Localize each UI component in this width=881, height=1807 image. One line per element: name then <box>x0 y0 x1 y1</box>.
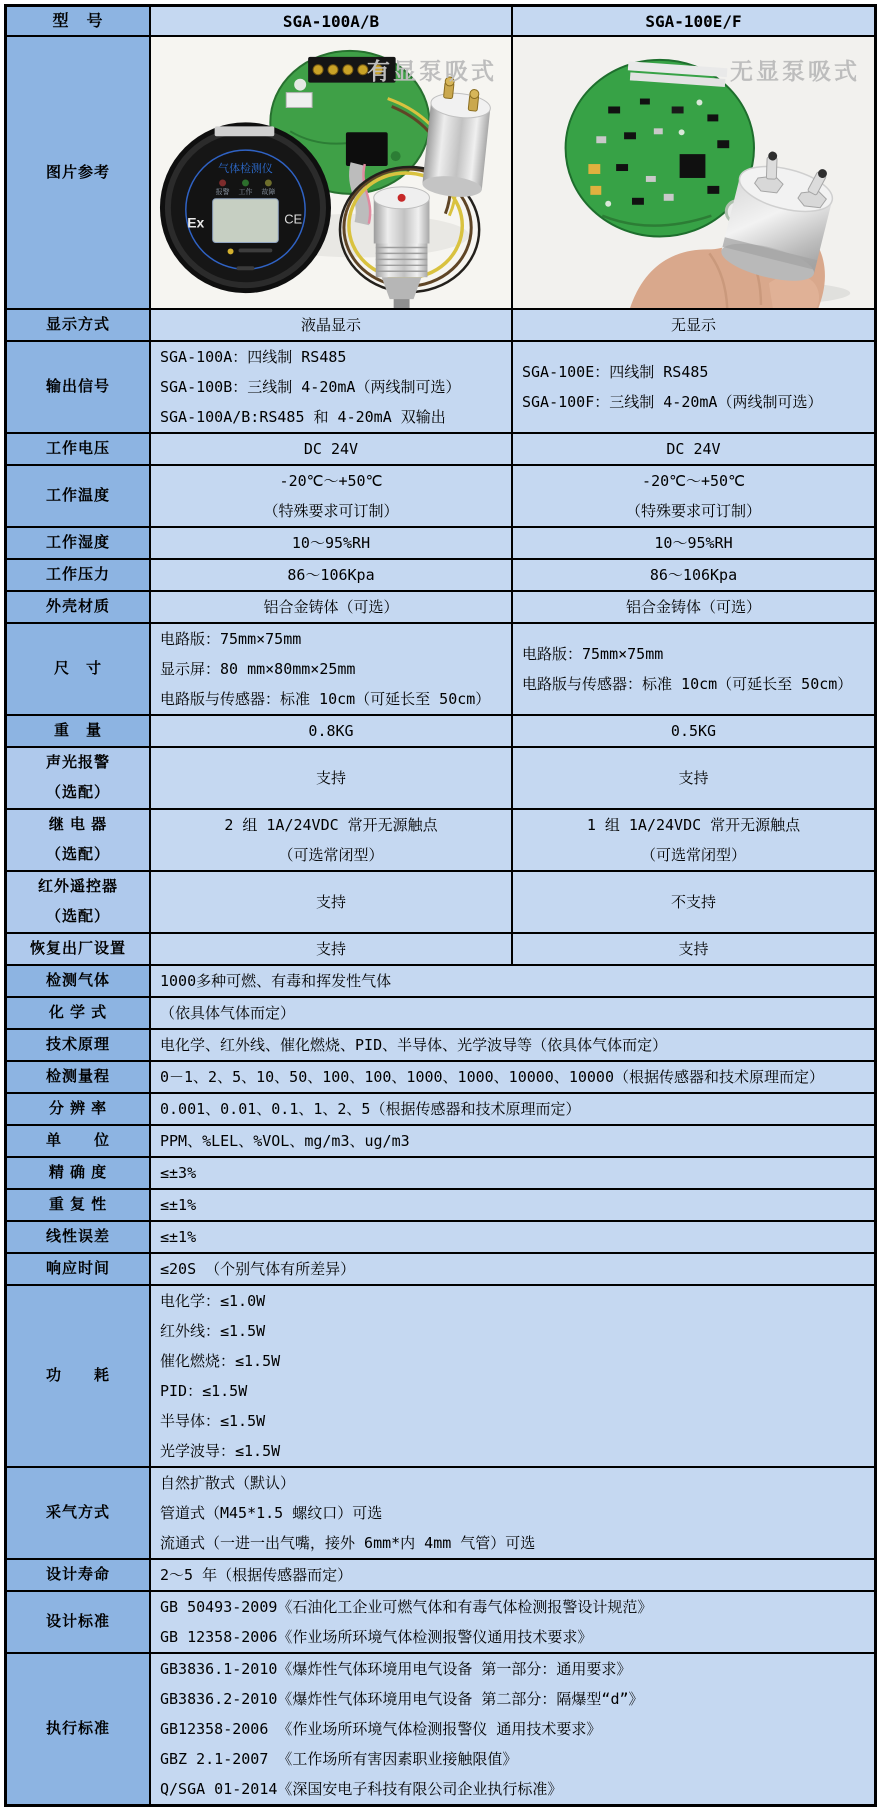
ex-marking: Ex <box>187 214 205 231</box>
spec-value-cell <box>513 810 874 872</box>
table-row <box>7 716 874 748</box>
fault-led <box>265 179 272 186</box>
cell-line: 支持 <box>315 893 346 911</box>
cell-line: 设计寿命 <box>45 1566 110 1583</box>
cell-line: 催化燃烧：≤1.5W <box>160 1352 281 1370</box>
cell-line: 工作压力 <box>45 566 110 583</box>
cell-line: 采气方式 <box>45 1504 110 1521</box>
row-label-cell <box>7 1254 151 1286</box>
model-e-f-header <box>513 7 874 37</box>
spec-value-cell <box>151 592 513 624</box>
row-label-cell <box>7 1654 151 1804</box>
table-row <box>7 560 874 592</box>
spec-value-cell <box>151 1468 874 1560</box>
row-label-cell <box>7 1094 151 1126</box>
photo-row-label-cell <box>7 37 151 310</box>
alarm-led <box>219 179 226 186</box>
row-label-cell <box>7 310 151 342</box>
cell-line: DC 24V <box>666 440 721 458</box>
row-label-cell <box>7 934 151 966</box>
row-label-cell <box>7 1158 151 1190</box>
table-row <box>7 592 874 624</box>
table-row <box>7 1654 874 1804</box>
cell-line: 0.001、0.01、0.1、1、2、5（根据传感器和技术原理而定） <box>160 1100 581 1118</box>
led-label-work: 工作 <box>238 188 253 196</box>
row-label-cell <box>7 1190 151 1222</box>
cell-line: GB12358-2006 《作业场所环境气体检测报警仪 通用技术要求》 <box>160 1720 602 1738</box>
cell-line: （选配） <box>45 908 110 925</box>
spec-value-cell <box>151 1030 874 1062</box>
table-row <box>7 342 874 434</box>
spec-value-cell <box>151 1254 874 1286</box>
spec-value-cell <box>151 748 513 810</box>
cell-line: 电化学：≤1.0W <box>160 1292 266 1310</box>
cell-line: 0.5KG <box>670 722 717 740</box>
spec-value-cell <box>151 1094 874 1126</box>
led-label-fault: 故障 <box>261 188 276 196</box>
cell-line: SGA-100B：三线制 4-20mA（两线制可选） <box>160 378 461 396</box>
spec-value-cell <box>151 434 513 466</box>
row-label-cell <box>7 1286 151 1468</box>
table-row <box>7 528 874 560</box>
work-led <box>242 179 249 186</box>
cell-line: （依具体气体而定） <box>160 1004 296 1022</box>
product-photo-sga100ef <box>513 37 874 310</box>
table-row <box>7 1094 874 1126</box>
cell-line: （可选常闭型） <box>278 846 384 864</box>
product-photo-sga100ab <box>151 37 513 310</box>
spec-value-cell <box>151 1158 874 1190</box>
row-label-cell <box>7 528 151 560</box>
cell-line: 电路版与传感器：标准 10cm（可延长至 50cm） <box>160 690 491 708</box>
cell-line: 工作温度 <box>45 487 110 504</box>
model-a-b-text: SGA-100A/B <box>282 11 380 31</box>
row-label-cell <box>7 716 151 748</box>
cell-line: 重 复 性 <box>48 1196 108 1213</box>
cell-line: 10～95%RH <box>291 534 371 552</box>
cell-line: （特殊要求可订制） <box>263 502 399 520</box>
spec-value-cell <box>151 1126 874 1158</box>
row-label-cell <box>7 810 151 872</box>
model-a-b-header <box>151 7 513 37</box>
cell-line: 流通式（一进一出气嘴，接外 6mm*内 4mm 气管）可选 <box>160 1534 536 1552</box>
spec-value-cell <box>151 1222 874 1254</box>
cell-line: 技术原理 <box>45 1036 110 1053</box>
table-row <box>7 998 874 1030</box>
spec-value-cell <box>151 966 874 998</box>
cell-line: GB3836.2-2010《爆炸性气体环境用电气设备 第二部分：隔爆型“d”》 <box>160 1690 644 1708</box>
model-label: 型 号 <box>52 12 104 30</box>
spec-value-cell <box>151 716 513 748</box>
row-label-cell <box>7 966 151 998</box>
cell-line: -20℃～+50℃ <box>279 472 383 490</box>
row-label-cell <box>7 1222 151 1254</box>
spec-value-cell <box>513 716 874 748</box>
spec-value-cell <box>513 560 874 592</box>
cell-line: 2～5 年（根据传感器而定） <box>160 1566 353 1584</box>
cell-line: 声光报警 <box>45 754 110 771</box>
cell-line: GBZ 2.1-2007 《工作场所有害因素职业接触限值》 <box>160 1750 518 1768</box>
cell-line: 86～106Kpa <box>649 566 738 584</box>
spec-value-cell <box>513 310 874 342</box>
table-row <box>7 1158 874 1190</box>
left-watermark: 有显泵吸式 <box>367 58 497 84</box>
cell-line: 10～95%RH <box>654 534 733 552</box>
cell-line: 电路版：75mm×75mm <box>160 630 302 648</box>
table-row <box>7 624 874 716</box>
cell-line: SGA-100E：四线制 RS485 <box>522 363 709 381</box>
row-label-cell <box>7 1560 151 1592</box>
photo-left-illustration <box>151 37 511 308</box>
cell-line: SGA-100A/B:RS485 和 4-20mA 双输出 <box>160 408 446 426</box>
cell-line: 支持 <box>315 769 346 787</box>
row-label-cell <box>7 1592 151 1654</box>
cell-line: 执行标准 <box>45 1720 110 1737</box>
row-label-cell <box>7 342 151 434</box>
cell-line: 检测气体 <box>45 972 110 989</box>
spec-value-cell <box>513 624 874 716</box>
cell-line: 电化学、红外线、催化燃烧、PID、半导体、光学波导等（依具体气体而定） <box>160 1036 668 1054</box>
table-row <box>7 810 874 872</box>
cell-line: ≤20S （个别气体有所差异） <box>160 1260 356 1278</box>
spec-value-cell <box>151 1654 874 1804</box>
photo-row-label: 图片参考 <box>45 163 110 181</box>
cell-line: 化 学 式 <box>48 1004 108 1021</box>
cell-line: 线性误差 <box>45 1228 110 1245</box>
cell-line: 0.8KG <box>308 722 354 740</box>
spec-value-cell <box>513 748 874 810</box>
cell-line: 显示屏：80 mm×80mm×25mm <box>160 660 356 678</box>
cell-line: 支持 <box>678 769 709 787</box>
table-row <box>7 1126 874 1158</box>
table-row <box>7 1062 874 1094</box>
cell-line: 分 辨 率 <box>48 1100 108 1117</box>
spec-value-cell <box>151 872 513 934</box>
table-row <box>7 1468 874 1560</box>
right-watermark: 无显泵吸式 <box>730 58 860 84</box>
spec-value-cell <box>151 1062 874 1094</box>
cell-line: SGA-100F：三线制 4-20mA（两线制可选） <box>522 393 823 411</box>
cell-line: 红外线：≤1.5W <box>160 1322 266 1340</box>
cell-line: GB3836.1-2010《爆炸性气体环境用电气设备 第一部分：通用要求》 <box>160 1660 632 1678</box>
cell-line: 显示方式 <box>45 316 110 333</box>
cell-line: 电路版与传感器：标准 10cm（可延长至 50cm） <box>522 675 853 693</box>
cell-line: 输出信号 <box>45 378 110 395</box>
row-label-cell <box>7 592 151 624</box>
cell-line: （选配） <box>45 784 110 801</box>
cell-line: （选配） <box>45 846 110 863</box>
cell-line: 重 量 <box>53 722 102 739</box>
table-row <box>7 1592 874 1654</box>
table-row <box>7 1560 874 1592</box>
row-label-cell <box>7 434 151 466</box>
cell-line: ≤±1% <box>160 1228 197 1246</box>
cell-line: （特殊要求可订制） <box>625 502 761 520</box>
photo-right-illustration <box>513 37 874 308</box>
cell-line: 电路版：75mm×75mm <box>522 645 664 663</box>
cell-line: 光学波导：≤1.5W <box>160 1442 281 1460</box>
table-row <box>7 748 874 810</box>
table-row <box>7 434 874 466</box>
brass-nozzle-2 <box>468 89 479 111</box>
ce-marking: CE <box>284 211 303 227</box>
cell-line: ≤±3% <box>160 1164 197 1182</box>
header-label-cell <box>7 7 151 37</box>
cell-line: 外壳材质 <box>45 598 110 615</box>
cell-line: 单 位 <box>45 1132 110 1149</box>
cell-line: GB 50493-2009《石油化工企业可燃气体和有毒气体检测报警设计规范》 <box>160 1598 653 1616</box>
row-label-cell <box>7 998 151 1030</box>
pcb-board <box>566 60 754 237</box>
table-row <box>7 1030 874 1062</box>
row-label-cell <box>7 748 151 810</box>
spec-value-cell <box>151 310 513 342</box>
spec-value-cell <box>513 342 874 434</box>
spec-value-cell <box>513 466 874 528</box>
table-header-row <box>7 7 874 37</box>
spec-value-cell <box>151 1592 874 1654</box>
cell-line: 2 组 1A/24VDC 常开无源触点 <box>224 816 438 834</box>
cell-line: 继 电 器 <box>48 816 108 833</box>
table-row <box>7 310 874 342</box>
cell-line: 不支持 <box>670 893 716 911</box>
lcd-screen <box>213 199 279 243</box>
cell-line: 支持 <box>678 940 709 958</box>
cell-line: 精 确 度 <box>48 1164 108 1181</box>
cell-line: 管道式（M45*1.5 螺纹口）可选 <box>160 1504 383 1522</box>
spec-value-cell <box>151 998 874 1030</box>
table-row <box>7 466 874 528</box>
spec-table <box>4 4 877 1807</box>
brass-nozzle <box>443 77 454 99</box>
spec-value-cell <box>513 434 874 466</box>
table-row <box>7 1254 874 1286</box>
cell-line: 红外遥控器 <box>37 878 118 895</box>
spec-value-cell <box>513 592 874 624</box>
cell-line: PID：≤1.5W <box>160 1382 248 1400</box>
table-row <box>7 1222 874 1254</box>
top-label-strip <box>215 126 275 136</box>
photo-row <box>7 37 874 310</box>
cell-line: （可选常闭型） <box>640 846 746 864</box>
spec-value-cell <box>151 528 513 560</box>
spec-value-cell <box>151 1190 874 1222</box>
spec-value-cell <box>151 934 513 966</box>
cell-line: 1 组 1A/24VDC 常开无源触点 <box>586 816 801 834</box>
row-label-cell <box>7 1030 151 1062</box>
table-row <box>7 966 874 998</box>
cell-line: DC 24V <box>303 440 359 458</box>
cell-line: 工作电压 <box>45 440 110 457</box>
cell-line: 工作湿度 <box>45 534 110 551</box>
cell-line: 功 耗 <box>45 1367 110 1384</box>
gas-detector-gauge <box>160 122 331 293</box>
row-label-cell <box>7 1062 151 1094</box>
cell-line: 恢复出厂设置 <box>29 940 126 957</box>
cell-line: Q/SGA 01-2014《深国安电子科技有限公司企业执行标准》 <box>160 1780 563 1798</box>
cell-line: 0－1、2、5、10、50、100、100、1000、1000、10000、10000（根据传感器和技术原理而定） <box>160 1068 824 1086</box>
spec-value-cell <box>151 342 513 434</box>
row-label-cell <box>7 872 151 934</box>
spec-value-cell <box>151 560 513 592</box>
gauge-title-text: 气体检测仪 <box>218 163 273 176</box>
cell-line: SGA-100A：四线制 RS485 <box>160 348 347 366</box>
table-row <box>7 872 874 934</box>
cell-line: 86～106Kpa <box>287 566 375 584</box>
cell-line: ≤±1% <box>160 1196 197 1214</box>
cell-line: 检测量程 <box>45 1068 110 1085</box>
cell-line: 设计标准 <box>45 1613 110 1630</box>
table-row <box>7 1190 874 1222</box>
spec-value-cell <box>151 1560 874 1592</box>
spec-value-cell <box>513 934 874 966</box>
cell-line: 支持 <box>315 940 346 958</box>
spec-value-cell <box>151 1286 874 1468</box>
row-label-cell <box>7 624 151 716</box>
cell-line: 液晶显示 <box>300 316 361 334</box>
cell-line: 尺 寸 <box>53 660 102 677</box>
cell-line: PPM、%LEL、%VOL、mg/m3、ug/m3 <box>160 1132 410 1150</box>
spec-value-cell <box>151 466 513 528</box>
cell-line: 铝合金铸体（可选） <box>625 598 761 616</box>
row-label-cell <box>7 1126 151 1158</box>
model-e-f-text: SGA-100E/F <box>645 11 742 31</box>
row-label-cell <box>7 1468 151 1560</box>
cell-line: 铝合金铸体（可选） <box>263 598 399 616</box>
cell-line: 半导体：≤1.5W <box>160 1412 266 1430</box>
cell-line: 1000多种可燃、有毒和挥发性气体 <box>160 972 392 990</box>
spec-value-cell <box>151 624 513 716</box>
cell-line: 无显示 <box>670 316 716 334</box>
cell-line: 响应时间 <box>45 1260 110 1277</box>
spec-value-cell <box>151 810 513 872</box>
cell-line: -20℃～+50℃ <box>642 472 745 490</box>
logo-dot <box>228 248 234 254</box>
row-label-cell <box>7 560 151 592</box>
led-label-alarm: 报警 <box>215 188 230 196</box>
cell-line: GB 12358-2006《作业场所环境气体检测报警仪通用技术要求》 <box>160 1628 593 1646</box>
table-row <box>7 1286 874 1468</box>
cell-line: 自然扩散式（默认） <box>160 1474 296 1492</box>
spec-value-cell <box>513 872 874 934</box>
table-row <box>7 934 874 966</box>
spec-value-cell <box>513 528 874 560</box>
sensor-red-dot <box>398 194 406 202</box>
row-label-cell <box>7 466 151 528</box>
